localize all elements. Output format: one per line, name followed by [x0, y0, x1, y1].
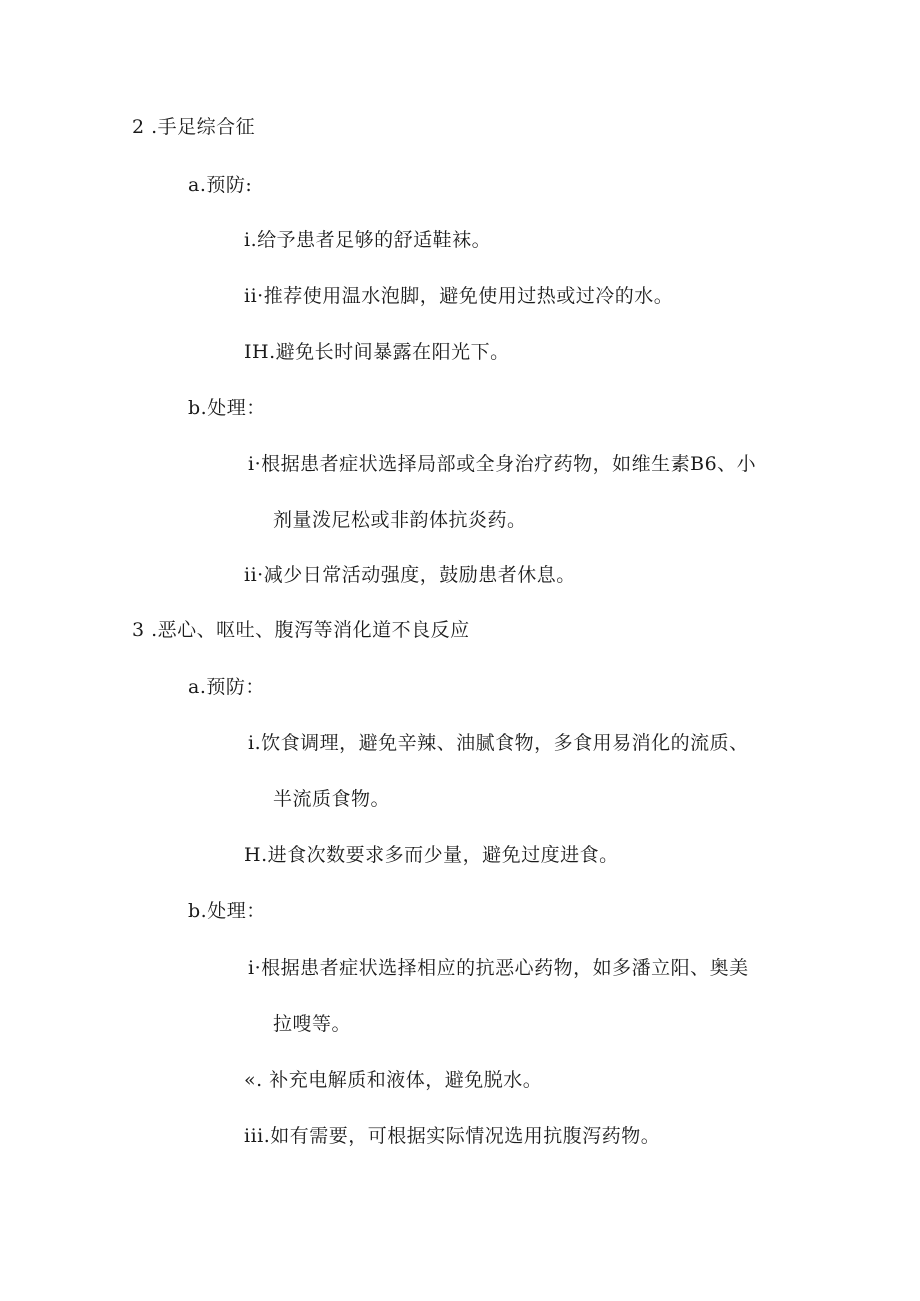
section-3-prevention-label: a.预防：	[188, 676, 265, 698]
section-3-treatment-item-3: iii.如有需要，可根据实际情况选用抗腹泻药物。	[244, 1125, 661, 1147]
section-2-treatment-item-1-line-2: 剂量泼尼松或非韵体抗炎药。	[273, 509, 527, 531]
section-2-prevention-item-1: i.给予患者足够的舒适鞋袜。	[244, 229, 492, 251]
section-2-treatment-label: b.处理：	[188, 397, 266, 419]
section-3-prevention-item-1-line-1: i.饮食调理，避免辛辣、油腻食物，多食用易消化的流质、	[248, 732, 749, 754]
section-3-prevention-item-2: H.进食次数要求多而少量，避免过度进食。	[244, 844, 619, 866]
section-3-treatment-item-1-line-2: 拉嗖等。	[273, 1013, 352, 1035]
section-3-treatment-label: b.处理：	[188, 900, 266, 922]
section-3-heading: 3 .恶心、呕吐、腹泻等消化道不良反应	[132, 619, 470, 641]
section-2-treatment-item-2: ii·减少日常活动强度，鼓励患者休息。	[244, 564, 576, 586]
section-2-prevention-item-2: ii·推荐使用温水泡脚，避免使用过热或过冷的水。	[244, 285, 674, 307]
section-2-heading: 2 .手足综合征	[132, 116, 256, 138]
section-2-treatment-item-1-line-1: i·根据患者症状选择局部或全身治疗药物，如维生素B6、小	[248, 453, 757, 475]
section-2-prevention-item-3: IH.避免长时间暴露在阳光下。	[244, 341, 510, 363]
section-3-prevention-item-1-line-2: 半流质食物。	[273, 788, 391, 810]
section-3-treatment-item-1-line-1: i·根据患者症状选择相应的抗恶心药物，如多潘立阳、奥美	[248, 957, 749, 979]
section-2-prevention-label: a.预防:	[188, 174, 253, 196]
section-3-treatment-item-2: «. 补充电解质和液体，避免脱水。	[244, 1069, 543, 1091]
